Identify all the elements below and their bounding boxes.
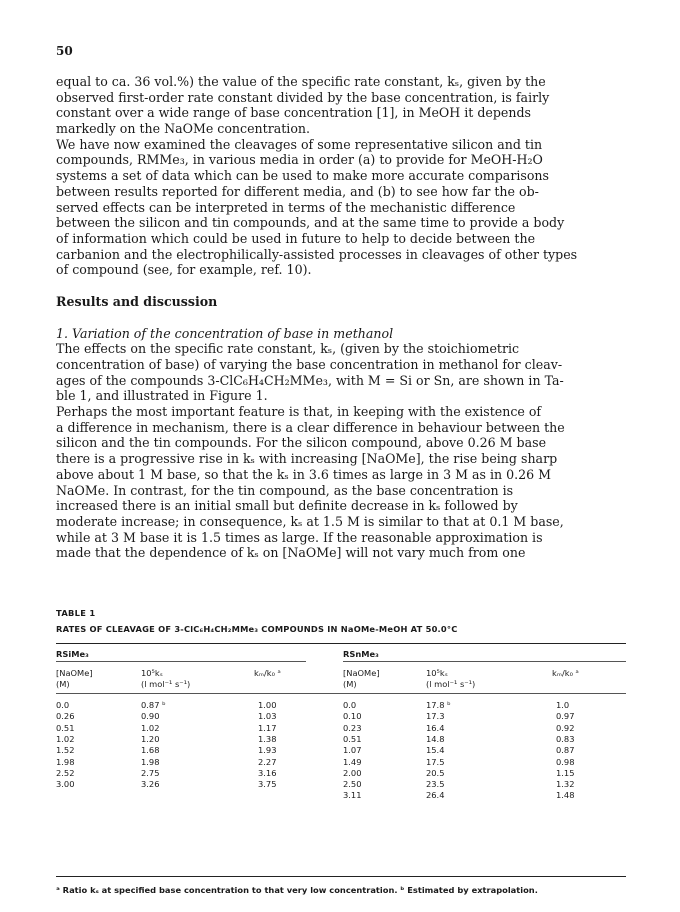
sn-table-cell: 2.00 <box>343 767 362 778</box>
table-label: TABLE 1 <box>56 608 96 618</box>
header-ks-si: 10⁵kₛ <box>141 668 163 678</box>
table-caption: RATES OF CLEAVAGE OF 3-ClC₆H₄CH₂MMe₃ COMPOUNDS IN NaOMe-MeOH AT 50.0°C <box>56 624 458 634</box>
body-line: a difference in mechanism, there is a clear difference in behaviour between the <box>56 419 565 435</box>
body-line: served effects can be interpreted in terms of the mechanistic difference <box>56 199 516 215</box>
si-table-cell: 1.68 <box>141 745 160 756</box>
si-table-cell: 1.20 <box>141 733 160 744</box>
sn-table-cell: 17.8 ᵇ <box>426 700 451 710</box>
si-table-cell: 3.00 <box>56 779 75 790</box>
si-table-cell: 1.17 <box>258 722 277 733</box>
sn-table-cell: 23.5 <box>426 779 445 790</box>
body-line: constant over a wide range of base concentration [1], in MeOH it depends <box>56 105 531 121</box>
si-table-cell: 1.00 <box>258 700 277 710</box>
header-rule <box>56 693 626 694</box>
si-table-cell: 2.75 <box>141 767 160 778</box>
sn-table-cell: 1.0 <box>556 700 570 710</box>
body-line: above about 1 M base, so that the kₛ in 3.6 times as large in 3 M as in 0.26 M <box>56 466 552 482</box>
sn-table-cell: 0.10 <box>343 711 362 722</box>
sn-table-cell: 17.5 <box>426 756 445 767</box>
body-line: systems a set of data which can be used to make more accurate comparisons <box>56 168 549 184</box>
body-line: The effects on the specific rate constant, kₛ, (given by the stoichiometric <box>56 341 520 357</box>
section-paragraphs <box>56 341 618 561</box>
sn-table-cell: 0.23 <box>343 722 362 733</box>
si-table-cell: 1.38 <box>258 733 277 744</box>
body-line: markedly on the NaOMe concentration. <box>56 121 311 137</box>
sn-table-cell: 2.50 <box>343 779 362 790</box>
header-ratio-sn: kₘ/k₀ ᵃ <box>552 668 579 678</box>
header-naome-si: [NaOMe] <box>56 668 93 678</box>
body-line: increased there is an initial small but definite decrease in kₛ followed by <box>56 498 518 514</box>
body-line: carbanion and the electrophilically-assisted processes in cleavages of other types <box>56 246 578 262</box>
body-line: NaOMe. In contrast, for the tin compound, as the base concentration is <box>56 482 514 498</box>
header-naome-sn: [NaOMe] <box>343 668 380 678</box>
sn-table-cell: 15.4 <box>426 745 445 756</box>
si-table-cell: 3.75 <box>258 779 277 790</box>
header-naome-unit-sn: (M) <box>343 679 357 689</box>
sn-table-cell: 16.4 <box>426 722 445 733</box>
body-line: observed first-order rate constant divided by the base concentration, is fairly <box>56 89 550 105</box>
si-table-cell: 1.98 <box>141 756 160 767</box>
intro-paragraphs <box>56 74 618 278</box>
body-line: equal to ca. 36 vol.%) the value of the specific rate constant, kₛ, given by the <box>56 74 546 89</box>
header-ks-sn: 10⁵kₛ <box>426 668 448 678</box>
header-ks-unit-sn: (l mol⁻¹ s⁻¹) <box>426 679 476 689</box>
body-line: moderate increase; in consequence, kₛ at 1.5 M is similar to that at 0.1 M base, <box>56 513 564 529</box>
table-bottom-rule <box>56 876 626 877</box>
body-text <box>56 74 618 561</box>
body-line: of compound (see, for example, ref. 10). <box>56 262 312 278</box>
table-footnote: ᵃ Ratio kₛ at specified base concentration to that very low concentration. ᵇ Estimated by extrapolation. <box>56 885 538 895</box>
sn-table-cell: 0.0 <box>343 700 357 710</box>
table-1 <box>56 608 626 895</box>
si-table-cell: 1.93 <box>258 745 277 756</box>
group-label-sn: RSnMe₃ <box>343 649 379 659</box>
sn-table-cell: 0.98 <box>556 756 575 767</box>
sn-group-rule <box>343 661 626 662</box>
sn-table-cell: 1.07 <box>343 745 362 756</box>
sn-table-cell: 26.4 <box>426 790 445 801</box>
si-table-cell: 1.52 <box>56 745 75 756</box>
si-table-cell: 0.26 <box>56 711 75 722</box>
si-table-cell: 3.26 <box>141 779 160 790</box>
si-group-rule <box>56 661 306 662</box>
si-table-cell: 2.52 <box>56 767 75 778</box>
body-line: We have now examined the cleavages of some representative silicon and tin <box>56 136 543 152</box>
si-table-cell: 3.16 <box>258 767 277 778</box>
sn-table-cell: 14.8 <box>426 733 445 744</box>
sn-table-cell: 17.3 <box>426 711 445 722</box>
header-naome-unit-si: (M) <box>56 679 70 689</box>
sn-table-cell: 3.11 <box>343 790 362 801</box>
body-line: ages of the compounds 3-ClC₆H₄CH₂MMe₃, with M = Si or Sn, are shown in Ta- <box>56 372 564 388</box>
group-label-si: RSiMe₃ <box>56 649 89 659</box>
body-line: concentration of base) of varying the base concentration in methanol for cleav- <box>56 357 563 372</box>
body-line: while at 3 M base it is 1.5 times as large. If the reasonable approximation is <box>56 529 543 545</box>
body-line: made that the dependence of kₛ on [NaOMe] will not vary much from one <box>56 545 526 561</box>
body-line: Perhaps the most important feature is that, in keeping with the existence of <box>56 404 542 420</box>
sn-table-cell: 0.97 <box>556 711 575 722</box>
page-number: 50 <box>56 44 73 58</box>
si-table-cell: 1.02 <box>141 722 160 733</box>
body-line: of information which could be used in future to help to decide between the <box>56 230 536 246</box>
subsection-heading: 1. Variation of the concentration of base in methanol <box>56 325 394 341</box>
si-table-cell: 1.98 <box>56 756 75 767</box>
si-table-cell: 2.27 <box>258 756 277 767</box>
si-table-cell: 0.0 <box>56 700 70 710</box>
sn-table-cell: 0.87 <box>556 745 575 756</box>
sn-table-cell: 0.83 <box>556 733 575 744</box>
sn-table-cell: 1.15 <box>556 767 575 778</box>
sn-table-cell: 20.5 <box>426 767 445 778</box>
si-table-cell: 0.90 <box>141 711 160 722</box>
section-heading: Results and discussion <box>56 293 218 309</box>
si-table-cell: 0.87 ᵇ <box>141 700 166 710</box>
body-line: ble 1, and illustrated in Figure 1. <box>56 388 268 404</box>
body-line: there is a progressive rise in kₛ with increasing [NaOMe], the rise being sharp <box>56 451 558 467</box>
si-table-cell: 0.51 <box>56 722 75 733</box>
body-line: silicon and the tin compounds. For the silicon compound, above 0.26 M base <box>56 435 547 451</box>
sn-table-cell: 1.48 <box>556 790 575 801</box>
header-ks-unit-si: (l mol⁻¹ s⁻¹) <box>141 679 191 689</box>
body-line: between the silicon and tin compounds, and at the same time to provide a body <box>56 215 565 231</box>
si-table-cell: 1.03 <box>258 711 277 722</box>
body-line: between results reported for different media, and (b) to see how far the ob- <box>56 183 539 199</box>
sn-table-cell: 1.32 <box>556 779 575 790</box>
sn-table-cell: 0.51 <box>343 733 362 744</box>
si-table-cell: 1.02 <box>56 733 75 744</box>
body-line: compounds, RMMe₃, in various media in order (a) to provide for MeOH-H₂O <box>56 152 543 168</box>
sn-table-cell: 1.49 <box>343 756 362 767</box>
sn-table-cell: 0.92 <box>556 722 575 733</box>
table-top-rule <box>56 643 626 644</box>
header-ratio-si: kₘ/k₀ ᵃ <box>254 668 281 678</box>
